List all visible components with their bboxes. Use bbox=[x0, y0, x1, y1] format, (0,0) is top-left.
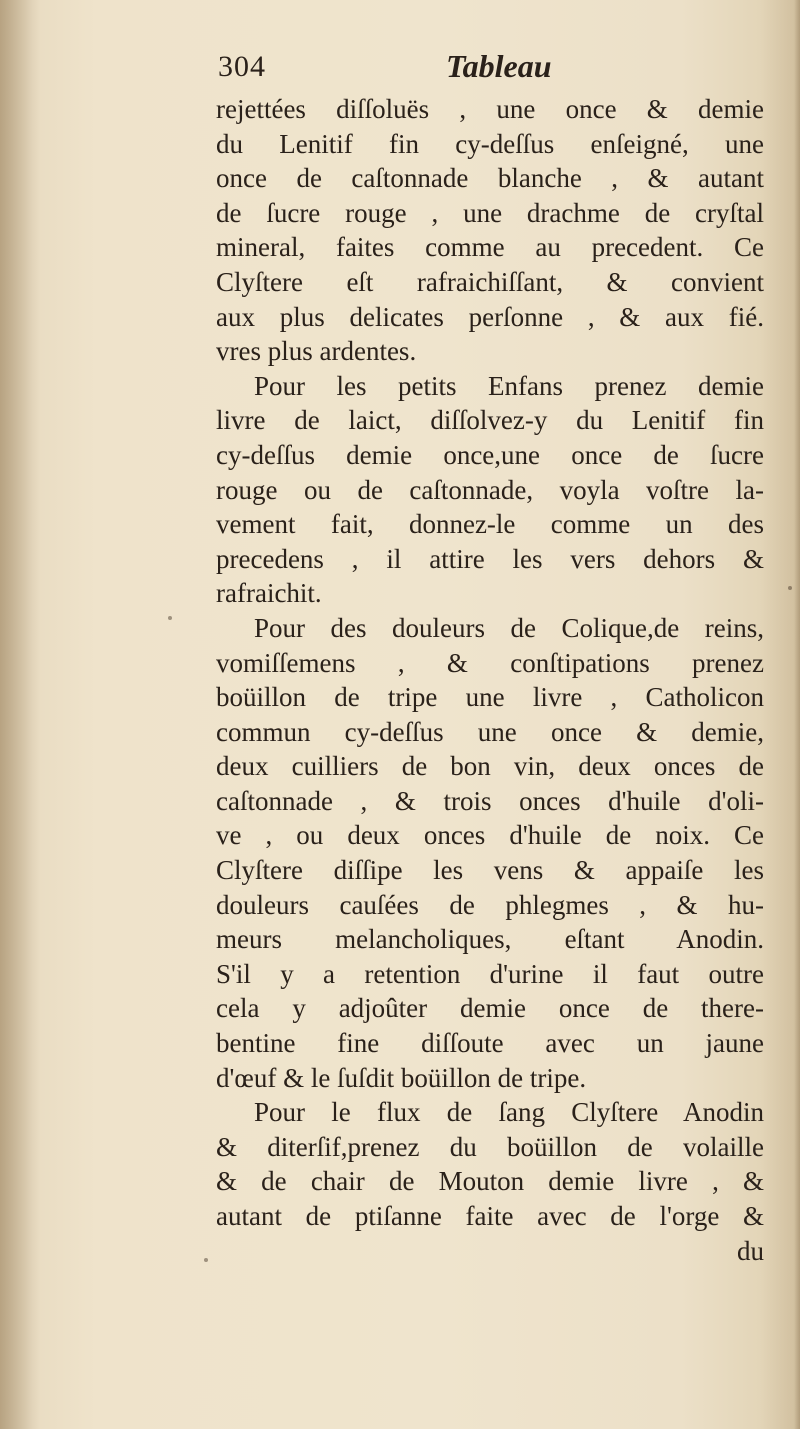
ink-speck bbox=[168, 616, 172, 620]
text-line: mineral, faites comme au precedent. Ce bbox=[216, 232, 764, 263]
text-line: deux cuilliers de bon vin, deux onces de bbox=[216, 751, 764, 782]
text-line: caſtonnade , & trois onces d'huile d'oli- bbox=[216, 785, 764, 816]
page-number: 304 bbox=[218, 50, 266, 83]
text-line: rejettées diſſoluës , une once & demie bbox=[216, 94, 764, 124]
body-text bbox=[216, 92, 764, 1268]
text-line: rafraichit. bbox=[216, 578, 322, 609]
text-line: Clyſtere diſſipe les vens & appaiſe les bbox=[216, 855, 764, 886]
text-line: once de caſtonnade blanche , & autant bbox=[216, 163, 764, 194]
text-line: Pour des douleurs de Colique,de reins, bbox=[254, 612, 764, 643]
ink-speck bbox=[204, 1258, 208, 1262]
text-line: & diterſif,prenez du boüillon de volaille bbox=[216, 1131, 764, 1162]
running-title: Tableau bbox=[446, 48, 552, 84]
page-header bbox=[218, 44, 768, 92]
text-line: Pour le flux de ſang Clyſtere Anodin bbox=[254, 1097, 764, 1128]
text-line: Clyſtere eſt rafraichiſſant, & convient bbox=[216, 266, 764, 297]
text-line: Pour les petits Enfans prenez demie bbox=[254, 370, 764, 401]
text-line: commun cy-deſſus une once & demie, bbox=[216, 716, 764, 747]
text-line: du bbox=[737, 1235, 764, 1266]
ink-speck bbox=[788, 586, 792, 590]
text-line: boüillon de tripe une livre , Catholicon bbox=[216, 682, 764, 713]
text-line: vres plus ardentes. bbox=[216, 336, 417, 367]
text-line: cy-deſſus demie once,une once de ſucre bbox=[216, 439, 764, 470]
text-line: meurs melancholiques, eſtant Anodin. bbox=[216, 924, 764, 955]
text-line: cela y adjoûter demie once de there- bbox=[216, 993, 764, 1024]
text-line: autant de ptiſanne faite avec de l'orge & bbox=[216, 1201, 764, 1231]
text-line: douleurs cauſées de phlegmes , & hu- bbox=[216, 889, 764, 920]
text-line: d'œuf & le ſuſdit boüillon de tripe. bbox=[216, 1062, 587, 1093]
text-line: precedens , il attire les vers dehors & bbox=[216, 543, 764, 574]
page-edge-shadow bbox=[794, 0, 800, 1429]
text-line: livre de laict, diſſolvez-y du Lenitif fin bbox=[216, 405, 764, 436]
text-line: vomiſſemens , & conſtipations prenez bbox=[216, 647, 764, 678]
text-line: rouge ou de caſtonnade, voyla voſtre la- bbox=[216, 474, 764, 505]
text-line: du Lenitif fin cy-deſſus enſeigné, une bbox=[216, 128, 764, 159]
text-line: & de chair de Mouton demie livre , & bbox=[216, 1166, 764, 1197]
text-line: aux plus delicates perſonne , & aux fié. bbox=[216, 301, 764, 332]
page-gutter-shadow bbox=[0, 0, 40, 1429]
text-line: bentine fine diſſoute avec un jaune bbox=[216, 1028, 764, 1059]
text-line: vement fait, donnez-le comme un des bbox=[216, 509, 764, 540]
text-line: de ſucre rouge , une drachme de cryſtal bbox=[216, 197, 764, 228]
text-line: S'il y a retention d'urine il faut outre bbox=[216, 958, 764, 989]
text-line: ve , ou deux onces d'huile de noix. Ce bbox=[216, 820, 764, 851]
